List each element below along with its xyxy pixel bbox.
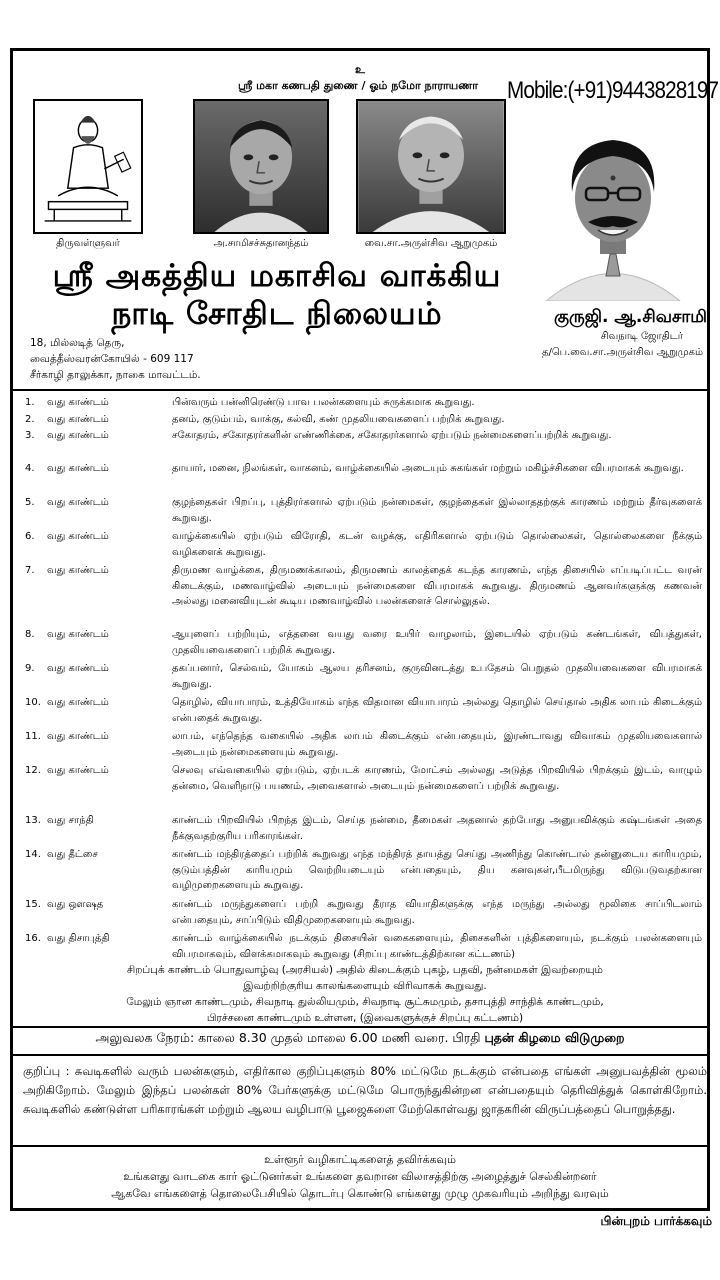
kandam-description: காண்டம் மருந்துகளைப் பற்றி கூறுவது தீராத வியாதிகளுக்கு எந்த மருந்து அல்லது மூலிகை சாப்பிடலாம் என்பதையும், சாப்பிடும் விதிமுறைகளையும் கூறுவது. [172,899,702,926]
thiruvalluvar-portrait [33,99,143,234]
kandam-label: வது காண்டம் [47,629,109,640]
kandam-number: 7. [25,565,35,576]
kandam-label: வது காண்டம் [47,397,109,408]
guru-title: சிவநாடி ஜோதிடர் [600,331,683,342]
kandam-number: 9. [25,663,35,674]
special-kandam-line-4: பிரச்சனை காண்டமும் உள்ளன, (இவைகளுக்குச் சிறப்பு கட்டணம்) [206,1012,524,1024]
kandam-number: 6. [25,531,35,542]
kandam-number: 4. [25,463,35,474]
kandam-label: வது காண்டம் [47,414,109,425]
address-line-1: 18, மில்லடித் தெரு, [30,337,125,349]
kandam-number: 1. [25,397,35,408]
kandam-description: குழந்தைகள் பிறப்பு, புத்திரர்களால் ஏற்படும் நன்மைகள், குழந்தைகள் இல்லாததற்குக் காரணம் மற்றும் தீர்வுகளைக் கூறுவது. [172,497,702,524]
page-title-line-1: ஸ்ரீ அகத்திய மகாசிவ வாக்கிய [52,258,502,294]
warning-line-2: ஆகவே எங்களைத் தொலைபேசியில் தொடர்பு கொண்டு எங்களது முழு முகவரியும் அறிந்து வரவும் [111,1187,609,1200]
kandam-description: காண்டம் மந்திரத்தைப் பற்றிக் கூறுவது எந்த மந்திரத் தாயத்து செய்து அணிந்து கொண்டால் தன்னுடைய காரியமும், குடும்பத்தின் காரியமும் வெற்றியடையும் என்பதையும், திய கனவுகள்,பீடமிருந்து விடுபடுவதற்கான வழிமுறைகளையும் கூறுவது. [172,849,702,891]
disclaimer-note: குறிப்பு : சுவடிகளில் வரும் பலன்களும், எதிர்கால குறிப்புகளும் 80% மட்டுமே நடக்கும் என்பதை எங்கள் அனுபவத்தின் மூலம் அறிகிறோம். மேலும் இந்தப் பலன்கள் 80% பேர்களுக்கு மட்டுமே பொருந்துகின்றன என்பதையும் தெரிவித்துக் கொள்கிறோம். சுவடிகளில் கண்டுள்ள பரிகாரங்கள் மற்றும் ஆலய வழிபாடு பூஜைகளை மேற்கொள்வது ஜாதகரின் விருப்பத்தைப் பொறுத்தது. [23,1064,707,1116]
special-kandam-line-3: மேலும் ஞான காண்டமும், சிவநாடி துல்லியமும், சிவநாடி சூட்சுமமும், தசாபுத்தி சாந்திக் காண்டமும், [126,996,604,1008]
divider [13,1054,707,1056]
kandam-label: வது காண்டம் [47,463,109,474]
kandam-number: 3. [25,430,35,441]
invocation-line: ஸ்ரீ மகா கணபதி துணை / ஓம் நமோ நாராயணா [238,79,478,92]
kandam-description: காண்டம் பிறவியில் பிறந்த இடம், செய்த நன்மை, தீமைகள் அதனால் தற்போது அனுபவிக்கும் கஷ்டங்கள் அதை நீக்குவதற்குரிய பரிகாரங்கள். [172,815,702,842]
kandam-label: வது சாந்தி [47,815,94,826]
kandam-label: வது காண்டம் [47,731,109,742]
kandam-label: வது ஔஷத [47,899,104,910]
elder-portrait-2 [356,99,506,234]
weekly-holiday: புதன் கிழமை விடுமுறை [484,1030,625,1045]
kandam-label: வது காண்டம் [47,531,109,542]
kandam-description: பின்வரும் பன்னிரெண்டு பாவ பலன்களையும் சுருக்கமாக கூறுவது. [172,397,475,408]
kandam-number: 10. [25,697,41,708]
see-back-note: பின்புறம் பார்க்கவும் [600,1214,712,1228]
kandam-number: 13. [25,815,41,826]
kandam-number: 11. [25,731,41,742]
kandam-label: வது காண்டம் [47,430,109,441]
kandam-label: வது காண்டம் [47,697,109,708]
guru-photo [538,126,688,301]
elder-portrait-1 [193,99,329,234]
kandam-description: லாபம், எந்தெந்த வகையில் அதிக லாபம் கிடைக்கும் என்பதையும், இரண்டாவது விவாகம் முதலியவைகளால் அடையும் நன்மைகளையும் கூறுவது. [172,731,702,758]
kandam-description: ஆயுளைப் பற்றியும், எத்தனை வயது வரை உயிர் வாழலாம், இடையில் ஏற்படும் கண்டங்கள், விபத்துகள், முதலியவைகளைப் பற்றிக் கூறுவது. [172,629,702,656]
office-hours [13,1030,707,1047]
thiruvalluvar-sketch-icon [35,101,141,232]
kandam-label: வது காண்டம் [47,497,109,508]
notice-sheet [10,48,719,1211]
kandam-number: 16. [25,933,41,944]
kandam-label: வது திசாபுத்தி [47,933,110,944]
guru-name: குருஜி. ஆ.சிவசாமி [554,307,707,327]
kandam-description: தொழில், வியாபாரம், உத்தியோகம் எந்த விதமான வியாபாரம் அல்லது தொழில் செய்தால் அதிக லாபம் கிடைக்கும் என்பதைக் கூறுவது. [172,697,702,724]
mobile-number: Mobile:(+91)9443828197 [507,77,719,104]
kandam-description: திருமண வாழ்க்கை, திருமணக்காலம், திருமணம் காலத்தைக் கடந்த காரணம், எந்த திசையில் எப்படிப்பட்ட வரன் கிடைக்கும், மணவாழ்வில் அடையும் நன்மைகளை விபரமாகக் கூறுவது. திருமணம் ஆனவர்களுக்கு கணவன் அல்லது மனைவியுடன் கூடிய மணவாழ்வில் பலன்களைச் சொல்லுதல். [172,565,702,607]
special-kandam-line-2: இவற்றிற்குரிய காலங்களையும் விரிவாகக் கூறுவது. [243,980,487,992]
address-line-3: சீர்காழி தாலுக்கா, நாகை மாவட்டம். [30,369,201,381]
elder-portrait-icon [195,101,327,232]
guru-parent: த/பெ.வை.சா.அருள்சிவ ஆறுமுகம் [542,347,703,358]
portrait-caption: அ.சாமிசச்சுதானந்தம் [213,238,309,249]
kandam-label: வது காண்டம் [47,663,109,674]
warning-line-1: உங்களது வாடகை கார் ஓட்டுனர்கள் உங்களை தவறான விலாசத்திற்கு அழைத்துச் செல்கின்றனர் [123,1170,597,1183]
warning-title: உள்ளூர் வழிகாட்டிகளைத் தவிர்க்கவும் [264,1153,456,1166]
elder-portrait-icon [358,101,504,232]
kandam-description: தனம், குடும்பம், வாக்கு, கல்வி, கண் முதலியவைகளைப் பற்றிக் கூறுவது. [172,414,505,425]
kandam-number: 12. [25,765,41,776]
kandam-number: 15. [25,899,41,910]
kandam-number: 14. [25,849,41,860]
kandam-label: வது காண்டம் [47,765,109,776]
kandam-description: செலவு எவ்வகையில் ஏற்படும், ஏற்படக் காரணம், மோட்சம் அல்லது அடுத்த பிறவியில் பிறக்கும் இடம், வாழும் தன்மை, வெளிநாடு பயணம், அவைகளால் அடையும் நன்மைகளைப் பற்றிக் கூறுவது. [172,765,702,792]
divider [13,1026,707,1028]
kandam-description: சகோதரம், சகோதரர்களின் எண்ணிக்கை, சகோதரர்களால் ஏற்படும் நன்மைகளைப்பற்றிக் கூறுவது. [172,430,612,441]
address-line-2: வைத்தீஸ்வரன்கோயில் - 609 117 [30,353,194,365]
top-symbol: உ [355,63,365,76]
special-kandam-line-1: சிறப்புக் காண்டம் பொதுவாழ்வு (அரசியல்) அதில் கிடைக்கும் புகழ், பதவி, நன்மைகள் இவற்றையும் [127,964,603,976]
portrait-caption: திருவள்ளுவர் [56,238,120,249]
kandam-label: வது காண்டம் [47,565,109,576]
kandam-description: தாயார், மனை, நிலங்கள், வாகனம், வாழ்க்கையில் அடையும் சுகங்கள் மற்றும் மகிழ்ச்சிகளை விபரமாகக் கூறுவது. [172,463,684,474]
divider [13,389,707,391]
kandam-description: காண்டம் வாழ்க்கையில் நடக்கும் திசையின் வகைகளையும், திசைகளின் புத்திகளையும், நடக்கும் பலன்களையும் விபரமாகவும், விளக்கமாகவும் கூறுவது (சிறப்பு காண்டத்திற்கான கட்டணம்) [172,933,702,960]
kandam-number: 8. [25,629,35,640]
divider [13,1145,707,1147]
kandam-number: 2. [25,414,35,425]
office-hours-text: அலுவலக நேரம்: காலை 8.30 முதல் மாலை 6.00 மணி வரை. பிரதி [95,1030,481,1045]
page-title-line-2: நாடி சோதிட நிலையம் [111,296,443,332]
portrait-caption: வை.சா.அருள்சிவ ஆறுமுகம் [364,238,498,249]
kandam-description: வாழ்க்கையில் ஏற்படும் விரோதி, கடன் வழக்கு, எதிரிகளால் ஏற்படும் தொல்லைகள், தொல்லைகளை நீக்கும் வழிகளைக் கூறுவது. [172,531,702,558]
kandam-label: வது தீட்சை [47,849,98,860]
kandam-description: தகப்பனார், செல்வம், யோகம் ஆலய தரிசனம், குருவினடத்து உபதேசம் பெறுதல் முதலியவைகளை விபரமாகக் கூறுவது. [172,663,702,690]
guru-portrait-icon [538,126,688,301]
kandam-number: 5. [25,497,35,508]
